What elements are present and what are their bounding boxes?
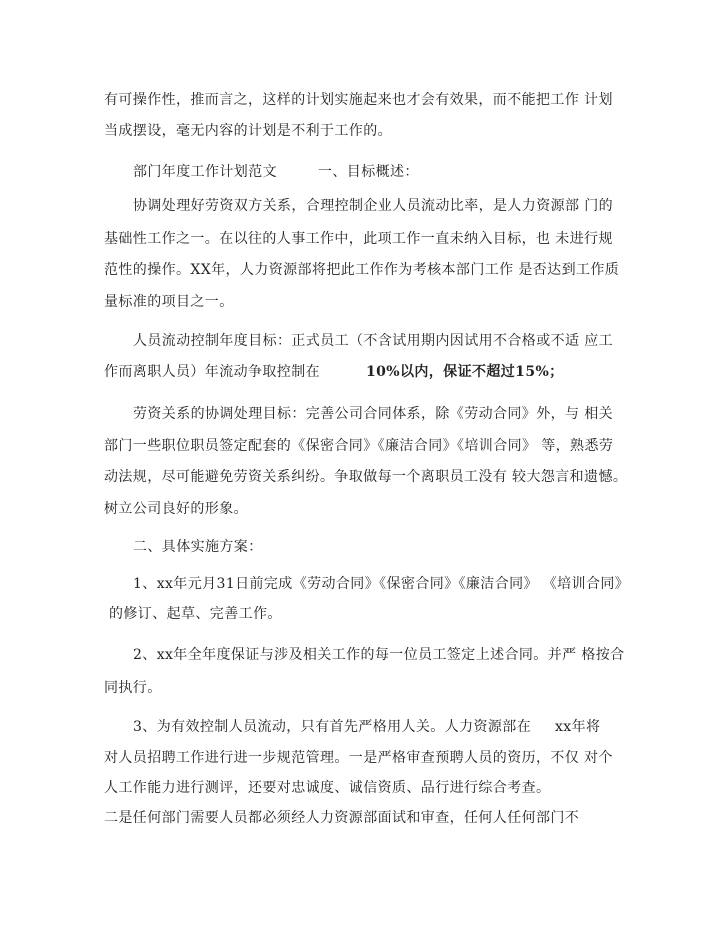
paragraph-line: 10%以内，保证不超过15%； (366, 364, 564, 380)
paragraph-line: 量标准的项目之一。 (104, 294, 234, 310)
paragraph-line: 人工作能力进行测评，还要对忠诚度、诚信资质、品行进行综合考查。 (104, 780, 551, 796)
paragraph-line: 3、为有效控制人员流动，只有首先严格用人关。人力资源部在 (133, 719, 532, 735)
paragraph-line: 协调处理好劳资双方关系，合理控制企业人员流动比率，是人力资源部 门的 (133, 198, 614, 214)
paragraph-line: 部门一些职位职员签定配套的《保密合同》《廉洁合同》《培训合同》 等，熟悉劳 (104, 438, 614, 454)
paragraph-line: 二是任何部门需要人员都必须经人力资源部面试和审查，任何人任何部门不 (104, 810, 580, 826)
section-heading: 一、目标概述： (318, 164, 419, 180)
paragraph-line: 动法规，尽可能避免劳资关系纠纷。争取做每一个离职员工没有 较大怨言和遗憾。 (104, 469, 628, 485)
paragraph-line: xx年将 (555, 719, 601, 735)
section-heading: 二、具体实施方案： (133, 539, 263, 555)
paragraph-line: 同执行。 (104, 680, 162, 696)
paragraph-line: 2、xx年全年度保证与涉及相关工作的每一位员工签定上述合同。并严 格按合 (133, 647, 625, 663)
paragraph-line: 劳资关系的协调处理目标：完善公司合同体系，除《劳动合同》外，与 相关 (133, 406, 614, 422)
paragraph-line: 人员流动控制年度目标：正式员工（不含试用期内因试用不合格或不适 应工 (133, 333, 614, 349)
paragraph-line: 有可操作性，推而言之，这样的计划实施起来也才会有效果，而不能把工作 计划 (104, 92, 613, 108)
paragraph-line: 作而离职人员）年流动争取控制在 (104, 364, 320, 380)
paragraph-line: 当成摆设，毫无内容的计划是不利于工作的。 (104, 123, 392, 139)
paragraph-line: 基础性工作之一。在以往的人事工作中，此项工作一直未纳入目标，也 未进行规 (104, 231, 613, 247)
paragraph-line: 1、xx年元月31日前完成《劳动合同》《保密合同》《廉洁合同》 《培训合同》 (133, 576, 630, 592)
section-heading: 部门年度工作计划范文 (133, 164, 277, 180)
paragraph-line: 的修订、起草、完善工作。 (109, 606, 282, 622)
paragraph-line: 树立公司良好的形象。 (104, 501, 248, 517)
paragraph-line: 对人员招聘工作进行进一步规范管理。一是严格审查预聘人员的资历，不仅 对个 (104, 750, 613, 766)
paragraph-line: 范性的操作。XX年，人力资源部将把此工作作为考核本部门工作 是否达到工作质 (104, 262, 620, 278)
